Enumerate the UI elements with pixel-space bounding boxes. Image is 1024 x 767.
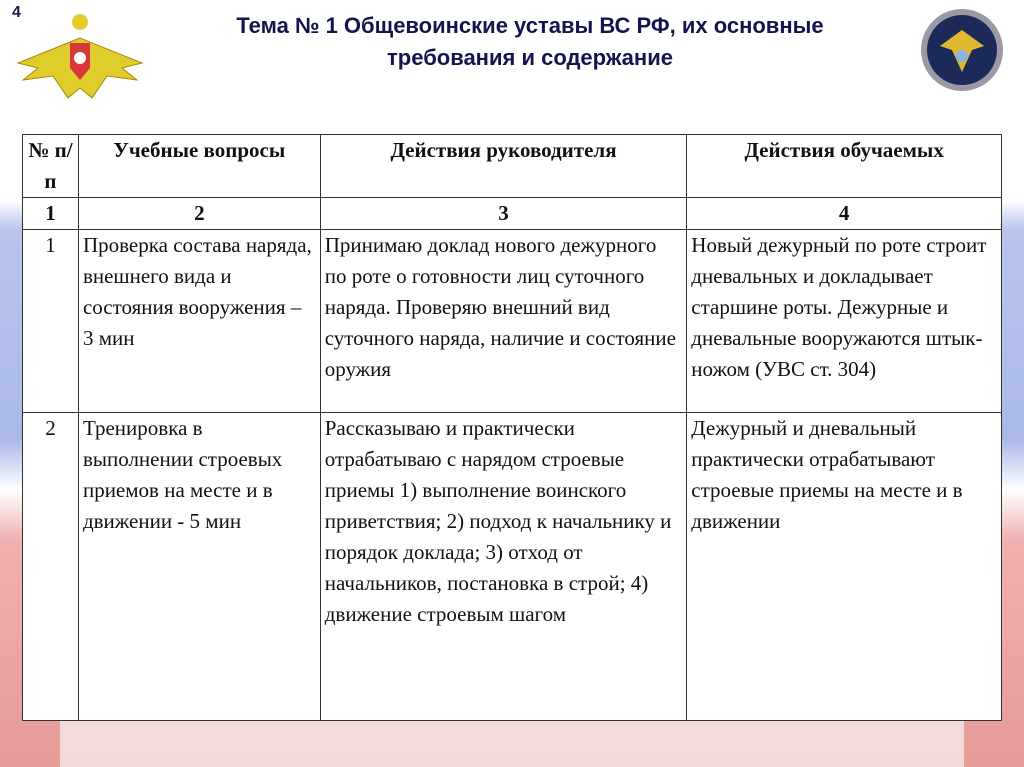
header-questions: Учебные вопросы	[78, 135, 320, 198]
column-number: 2	[78, 198, 320, 230]
row-num: 2	[23, 413, 79, 721]
table-header-row	[23, 135, 1002, 198]
title-line-2: требования и содержание	[387, 45, 673, 70]
row-leader-actions: Рассказываю и практически отрабатываю с нарядом строевые приемы 1) выполнение воинского приветствия; 2) подход к начальнику и порядок доклада; 3) отход от начальников, постановка в строй; 4) движение строевым шагом	[320, 413, 687, 721]
slide-number: 4	[12, 4, 21, 21]
column-number: 4	[687, 198, 1002, 230]
header-trainees: Действия обучаемых	[687, 135, 1002, 198]
column-number: 3	[320, 198, 687, 230]
column-number: 1	[23, 198, 79, 230]
row-num: 1	[23, 230, 79, 413]
academy-seal-icon	[920, 8, 1004, 92]
column-number-row	[23, 198, 1002, 230]
page-title	[170, 10, 890, 74]
table-row	[23, 413, 1002, 721]
row-trainee-actions: Дежурный и дневальный практически отрабатывают строевые приемы на месте и в движении	[687, 413, 1002, 721]
eagle-emblem-icon	[8, 8, 153, 103]
header-leader: Действия руководителя	[320, 135, 687, 198]
row-trainee-actions: Новый дежурный по роте строит дневальных и докладывает старшине роты. Дежурные и дневальные вооружаются штык-ножом (УВС ст. 304)	[687, 230, 1002, 413]
row-question: Проверка состава наряда, внешнего вида и состояния вооружения – 3 мин	[78, 230, 320, 413]
table-row	[23, 230, 1002, 413]
row-leader-actions: Принимаю доклад нового дежурного по роте о готовности лиц суточного наряда. Проверяю внешний вид суточного наряда, наличие и состояние оружия	[320, 230, 687, 413]
header-num: № п/п	[23, 135, 79, 198]
title-line-1: Тема № 1 Общевоинские уставы ВС РФ, их основные	[236, 13, 824, 38]
lesson-plan-table	[22, 134, 1002, 721]
row-question: Тренировка в выполнении строевых приемов на месте и в движении - 5 мин	[78, 413, 320, 721]
